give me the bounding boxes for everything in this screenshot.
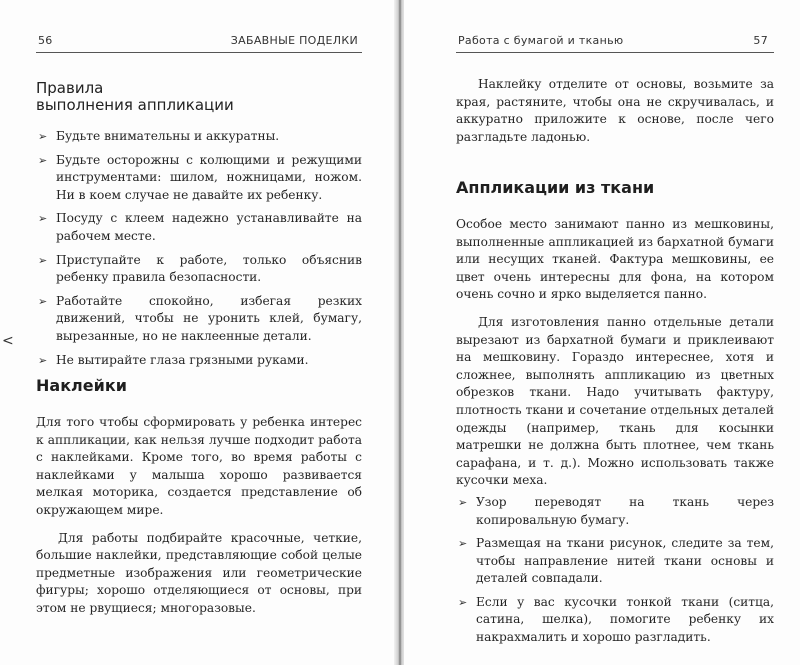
header-rule <box>456 52 774 53</box>
list-item <box>36 293 362 346</box>
list-item-text: Не вытирайте глаза грязными руками. <box>56 352 309 367</box>
list-item-text: Будьте внимательны и аккуратны. <box>56 129 280 143</box>
stickers-heading: Наклейки <box>36 376 127 395</box>
stickers-text <box>36 414 362 618</box>
margin-mark: < <box>2 333 14 349</box>
list-item <box>456 594 774 647</box>
rules-list <box>36 128 362 369</box>
list-item <box>456 494 774 529</box>
page-number: 57 <box>753 34 768 47</box>
paragraph: Особое место занимают панно из мешковины, выполненные аппликацией из бархатной бумаги или несущих тканей. Фактура мешковины, ее цвет очень интересны для фона, на котором очень сочно и ярко выделяется панно. <box>456 217 774 302</box>
list-item <box>36 210 362 245</box>
rules-heading-line2: выполнения аппликации <box>36 96 234 114</box>
list-item-text: Приступайте к работе, только объяснив ребенку правила безопасности. <box>56 252 362 285</box>
arrowhead-bullet-icon: ➢ <box>38 294 48 308</box>
left-page <box>0 0 396 665</box>
fabric-heading: Аппликации из ткани <box>456 178 655 197</box>
header-rule <box>36 52 362 53</box>
list-item <box>36 128 362 146</box>
list-item-text: Если у вас кусочки тонкой ткани (ситца, сатина, шелка), помогите ребенку их накрахмалить и хорошо разгладить. <box>476 594 774 645</box>
running-head: Работа с бумагой и тканью <box>458 34 624 47</box>
list-item <box>36 352 362 370</box>
list-item-text: Работайте спокойно, избегая резких движений, чтобы не уронить клей, бумагу, вырезанные, но не наклеенные детали. <box>56 293 362 343</box>
page-number: 56 <box>38 34 53 47</box>
rules-list-block <box>36 128 362 369</box>
arrowhead-bullet-icon: ➢ <box>38 130 48 143</box>
fabric-tips-list <box>456 494 774 647</box>
list-item-text: Посуду с клеем надежно устанавливайте на рабочем месте. <box>56 211 362 243</box>
right-page <box>404 0 800 665</box>
rules-heading-line1: Правила <box>36 79 104 97</box>
list-item <box>456 535 774 588</box>
paragraph: Для того чтобы сформировать у ребенка интерес к аппликации, как нельзя лучше подходит работа с наклейками. Кроме того, во время работы с наклейками у малыша хорошо развивается мелкая моторика, создается представление об окружающем мире. <box>36 415 362 517</box>
fabric-text <box>456 216 774 647</box>
list-item <box>36 152 362 205</box>
paragraph: Для работы подбирайте красочные, четкие, большие наклейки, представляющие собой целые предметные изображения или геометрические фигуры; хорошо отделяющиеся от основы, при этом не рвущиеся; многоразовые. <box>36 530 362 615</box>
arrowhead-bullet-icon: ➢ <box>38 212 48 226</box>
arrowhead-bullet-icon: ➢ <box>458 595 468 609</box>
arrowhead-bullet-icon: ➢ <box>38 153 48 167</box>
rules-heading <box>36 80 234 114</box>
arrowhead-bullet-icon: ➢ <box>458 495 468 509</box>
paragraph: Для изготовления панно отдельные детали вырезают из бархатной бумаги и приклеивают на мешковину. Гораздо интереснее, хотя и сложнее, выполнять аппликацию из цветных обрезков ткани. Надо учитывать фактуру, плотность ткани и сочетание отдельных деталей одежды (например, ткань для косынки матрешки не должна быть плотнее, чем ткань сарафана, и т. д.). Можно использовать также кусочки меха. <box>456 314 774 488</box>
intro-text <box>456 76 774 146</box>
arrowhead-bullet-icon: ➢ <box>38 353 48 367</box>
paragraph: Наклейку отделите от основы, возьмите за края, растяните, чтобы она не скручивалась, и аккуратно приложите к основе, после чего разгладьте ладонью. <box>456 77 774 144</box>
arrowhead-bullet-icon: ➢ <box>38 253 48 267</box>
running-head: ЗАБАВНЫЕ ПОДЕЛКИ <box>230 34 358 47</box>
list-item-text: Будьте осторожны с колющими и режущими инструментами: шилом, ножницами, ножом. Ни в коем случае не давайте их ребенку. <box>56 152 362 202</box>
arrowhead-bullet-icon: ➢ <box>458 537 468 551</box>
list-item-text: Размещая на ткани рисунок, следите за тем, чтобы направление нитей ткани основы и деталей совпадали. <box>476 536 774 586</box>
list-item <box>36 252 362 287</box>
list-item-text: Узор переводят на ткань через копировальную бумагу. <box>476 494 774 527</box>
